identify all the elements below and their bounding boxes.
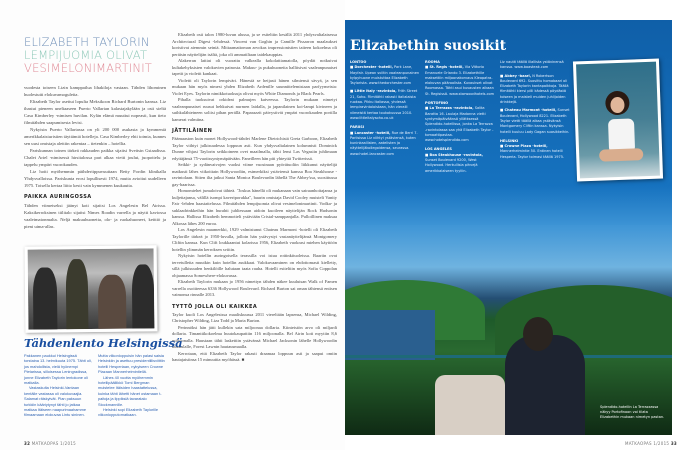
right-page bbox=[345, 0, 690, 450]
page-footer-left bbox=[24, 441, 76, 446]
paragraph: Homomiehet jumaloivat tähteä. "Joskus hänellä oli mukanaan vain sairaanhoitajansa ja kuljettajansa, välillä isompi kaveriporukka", baarin omistaja David Cooley muisteli Vanity Fair -lehden haastattelussa. Filmitähden lempijuomia olivat vesimelonimartinit. Vodka- ja suklaadrinkkeihin hän hurahti juhliessaan aidoin kuoileen näyttelijän Rock Hudsonin kanssa. Hallissa Elizabeth hemmotteli ystäviään Cristal-samppanjalla. Pulloillinen maksaa Alkossa lähes 200 euroa. bbox=[172, 188, 337, 226]
magazine-issue: MATKAOPAS 1/2015 bbox=[31, 441, 77, 446]
paragraph: Päämaaston kuin monet Hollywood-tähdet Marlene Dietrichistä Greta Garboon, Elizabeth Taylor viihtyi julkisuudessa loppuun asti. Kun yhdysvaltalainen kolumnisti Dominick Dunne vihjasi Taylorin seikkoineen ovet maailmalla, tähti lensi Las Vegasiin juhlimaan edyttäjänsä 75-vuotissyntymäpäivään. Faneilleen hän piti yhteyttä Twitterissä. bbox=[172, 136, 337, 161]
favorite-entry bbox=[350, 65, 420, 86]
venue-description: Via Vittorio Emanuele Orlando 3. Elizabethille maksettiin miljoonakorvaus Kleopatra-elokuvan pääroolista. Kuvaukset olivat Roomassa. Tähti asui kuvausten aikaan St. Regisissä. www.starwoodhotels.com bbox=[425, 65, 495, 96]
venue-name: ■ Little Italy -ravintola, bbox=[350, 89, 397, 94]
magazine-issue: MATKAOPAS 1/2015 bbox=[625, 441, 670, 446]
paragraph: Vastaskulta Helsinki-Vantaan kentälle vastassa oli valokuvaajia. Salamat räiskyivät. Plan paksuun turkkiin kääriytynyt tähti jo jatkaa matkaa Itäiseen naapurimaahamme filmaamaan elokuvaa Lintu sininen. bbox=[24, 385, 87, 418]
paragraph: Pariskunnan toinen tärkeä rakkauden paikka sijaitsi Sveitsin Gstaadissa. Chalet Ariel -nimisessä hirsitalossa pari alkaa vietti joulut, juopottelu ja tappelu ympäri vuorokauden. bbox=[24, 148, 166, 167]
paragraph: Liz hoiti myöhemmin päihderiippuvuuttaan Betty Fordin klinikalla Yhdysvalloissa. Pariskunta erosi lopullisesti 1974, mutta avioitui uudelleen 1975. Toisella kertaa liitto kesti vain kymmenen kuukautta. bbox=[24, 169, 166, 188]
venue-description: Sunset Boulevard 9200, West Hollywood. Herkullisia pihvejä amerikkalaiseen tyyliin. bbox=[425, 158, 478, 173]
venue-name: ■ Dorchester -hotelli, bbox=[350, 65, 393, 70]
paragraph: Nykyisin hotellin auringoisella terassilla voi istua rottinkituoleissa. Baariin ovat tervetulleita muutkin kuin hotellin asukkaat. Valokuvaaminen on ehdottomasti kielletty, sillä julkisuuden henkilöille halutaan taata rauha. Hotelli esiteltiin myös Sofia Coppolan ohjaamassa Somewhere-elokuvassa. bbox=[172, 253, 337, 278]
title-line: VESIMELONIMARTINIT bbox=[24, 61, 153, 75]
favorites-box bbox=[345, 20, 672, 435]
paragraph: Elizabeth Taylor asettui lopulta Meksikoon Richard Burtonin kanssa. Liz ihastui pieneen uneliaaseen Puerto Vallartan kalastajakylään ja osti sieltä Casa Kimberley -nimisen huvilan. Kylän elämä muuttui nopeasti, kun tieto filmitähden saapumisesta levisi. bbox=[24, 99, 166, 125]
venue-description: Frith Street 21, Soho. Filmitähti rakasti italialaista ruokaa. Pikku Italiassa, yhdessä lempiravintoloistaan, hän vieraili viimeistä kertaa toukokuussa 2010. www.littleitalysoho.co.uk bbox=[350, 89, 418, 120]
favorite-entry bbox=[500, 60, 570, 71]
helsinki-column-1 bbox=[24, 353, 92, 418]
favorites-column-1 bbox=[350, 60, 420, 160]
favorite-entry bbox=[425, 153, 495, 174]
paragraph: Helsinki sopi Elizabeth Taylorille viikonlopputomatkaan. bbox=[98, 407, 159, 418]
paragraph: Tähden viimeiseksi jäänyt koti sijaitsi Los Angelesin Bel Airissa. Kaksikerroksinen tiilitalo sijaitsi Nimes Roadin varrella ja näytti kaviossa vaaleimatonmalta. Neljä makuuhuonetta, olo- ja ruokahuoneet, keittiö ja pieni uima-allas. bbox=[24, 203, 166, 229]
page-number: 33 bbox=[670, 441, 678, 446]
venue-name: ■ Abbey -baari, bbox=[500, 73, 532, 78]
venue-description: Liz nautti täällä illallista ystävinensä kanssa. www.boasteak.com bbox=[500, 60, 564, 70]
helsinki-airport-photo bbox=[25, 245, 158, 332]
venue-name: ■ Boa Steakhouse -ravintola, bbox=[425, 152, 483, 157]
venue-description: Mannerheimintie 50. Entinen hotelli Hesperia. Taylor toimasi täällä 1975. bbox=[500, 149, 565, 159]
favorite-entry bbox=[500, 74, 570, 106]
page-footer-right bbox=[625, 441, 677, 446]
favorite-entry bbox=[425, 106, 495, 143]
paragraph: Alakerran lattiat oli vuorattu valkealla kokolattiamatolla, pöydät notkuivat kultakehyksisten valokuvien painosta. Makuu- ja pukuhuoneita hallitsivat vaaleanpunaiset tapetit ja violetit kankaat. bbox=[172, 58, 337, 76]
helsinki-box-title: Tähdenlento Helsingissä bbox=[24, 336, 183, 350]
portofino-terrace-photo bbox=[345, 225, 672, 435]
photo-caption: Splendido-hotellin La Terrazzassa näkyy Portofinoon voi tilata Elizabethin mukaan nimetyn pastan. bbox=[600, 405, 665, 419]
title-line: ELIZABETH TAYLORIN bbox=[24, 35, 150, 49]
favorite-entry bbox=[425, 65, 495, 97]
paragraph: Pakkanen paukkui Helsingissä torstaina 13. helmikuuta 1975. Tähti oli, jos mahdollista, vielä hyönempi Pietarissa, silloisessa Leningradissa, jonne Elizabeth Taylorin lentokone oli matkalla. bbox=[24, 353, 92, 386]
paragraph: Seikki- ja sydänvaivojen vuoksi viime vuosinaan pyörätuoliin liikkunut näyttelijä matkusti lähes viikoittain Hollywoodiin, esimerkiksi ystäviensä kanssa Boa Steakhouse -ravintolaan. Sitten ilta jatkui Santa Monica Boulevardin lähellä The Abbey'ssa, suosittussa gay-baarissa. bbox=[172, 162, 337, 187]
venue-description: Park Lane, Mayfair. Upean sviitin vaaleanpunainen kylpyhuone muistuttaa Elizabeth Taylorista. www.thedorchester.com bbox=[350, 65, 420, 86]
paragraph: Mutta viikonloppuisin hän palasi saisia Helsinkiin ja asettuu presidentillisviittiin hotelli Hesperiaan, nykyiseen Crowne Plazaan Mannerheimintiellä. bbox=[98, 353, 165, 375]
venue-description: Sunset Boulevard, Hollywood 8221. Elizabeth Taylor vietti täällä aikaa ystävänsä Montgomery Cliftin kanssa. Nykyisin hotelli kuuluu Lady Gagan suosikkeihin. bbox=[500, 108, 570, 134]
left-column-1 bbox=[24, 84, 166, 230]
city-heading: ROOMA bbox=[425, 60, 440, 64]
favorites-column-3 bbox=[500, 60, 570, 163]
taylor-beach-photo bbox=[573, 59, 663, 182]
favorite-entry bbox=[350, 131, 420, 157]
paragraph: Los Angelesin maamerkki, 1929 valmistunut Chateau Marmont -hotelli oli Elizabeth Taylorille tärkeä jo 1950-luvulla, jolloin hän ystävystyi vastanäyttelijänsä Montgomery Cliftin kanssa. Kun Clift loukkaantui kolarissa 1956, Elizabeth vuokrasi miehen käyttöön hotellin ylimmän kerroksen sviitin. bbox=[172, 227, 337, 252]
title-line: LEMPIJUOMIA OLIVAT bbox=[24, 48, 148, 62]
venue-name: ■ Crowne Plaza -hotelli, bbox=[500, 144, 548, 149]
venue-name: ■ Lancaster -hotelli, bbox=[350, 130, 391, 135]
venue-name: ■ La Terrazza -ravintola, bbox=[425, 106, 474, 111]
venue-description: Salita Baratta 16. Laulaja Madonna vietti syntymäpäiväänsä yllätksessä Splendido-hotellissa, jonka La Terrazza -ravintolassa saa yhä Elizabeth Taylor -tomaattipastaa. www.hotelsplendido.com bbox=[425, 106, 494, 143]
helsinki-column-2 bbox=[98, 353, 166, 418]
favorites-column-2 bbox=[425, 60, 495, 177]
section-heading: TYTTÖ JOLLA OLI KAIKKEA bbox=[172, 303, 258, 310]
favorites-title: Elizabethin suosikit bbox=[350, 38, 507, 54]
paragraph: Taylor kuoli Los Angelesissa maaliskuussa 2011 viereltään lapsensa, Michael Wilding, Christopher Wilding, Liza Todd ja Maria Burton. bbox=[172, 311, 337, 323]
city-heading: HELSINKI bbox=[500, 138, 519, 143]
section-heading: JÄTTILÄINEN bbox=[172, 128, 213, 134]
city-heading: PARIISI bbox=[350, 125, 365, 130]
favorite-entry bbox=[350, 89, 420, 121]
paragraph: Lähes 40 vuotta myöhemmin hotellipäällikkö Tomi Bergman muistelee Itäisiden haastattelussa, kuinka tähti lähetti hänet ostamaan t-paitoja ja lippiksiä tavaratalo Stockmannille. bbox=[98, 374, 162, 407]
paragraph: Nykyisin Puerto Vallartassa on yli 200 000 asukasta ja kymmeniä amerikkalaisturistien täyttämiä hotelleja. Casa Kimberley ehti toimia, kunnes sen uusi omistaja alettiin rakentaa – tietenkin – hotellia. bbox=[24, 127, 166, 146]
paragraph: Kerrotaan, että Elizabeth Taylor rakasti draamaa loppuun asti ja saapui omiin hautajaisiinsa 15 minuuttia myöhässä. ■ bbox=[172, 350, 337, 362]
left-column-2 bbox=[172, 32, 337, 364]
city-heading: LOS ANGELES bbox=[425, 147, 452, 152]
paragraph: Violetti oli Taylorin lempiväri. Hänestä se heijasti hänen silmiensä sävyä, ja sen mukaan hän myös nimesi yhden Elizabeth Ardenille suunnittelemistaan parfyymeista: Violet Eyes. Taylorin nimikkotuoksuja olivat myös White Diamonds ja Black Pearls. bbox=[172, 77, 337, 96]
venue-description: N Robertson Boulevard 692. Suosittu homobaari oli Elizabeth Taylorin kantapaikkoja. Täällä filmitähti kiersi pilli kädessä pöydästä toiseen ja maisteli muiden juhlijoiden drinkkejä. bbox=[500, 73, 569, 105]
paragraph: vuodesta toiseen Lizin kamppailua lihakiloja vastaan. Tähden lihominen huolestutti elokuvamoguleita. bbox=[24, 85, 166, 97]
city-heading: PORTOFINO bbox=[425, 101, 449, 106]
venue-description: Rue de Berri 7. Pariisissa Liz viihtyi ystäviensä, kuten kuninkaallisten, aatelisten ja näyttelijäkollegoidensa, seurassa. www.hotel-lancaster.com bbox=[350, 130, 418, 156]
page-number: 32 bbox=[24, 441, 31, 446]
paragraph: Perinnöksi hän jätti kullekin sata miljoonaa dollaria. Kiinteistön arvo oli miljardi dollaria. Timanttikokoelma huutokaupattiin 116 miljoonalla. Bel Airin koti myytiin 8,6 miljoonalla. Haustaan tähti laskettiin ystävänsä Michael Jacksonin lähelle Hollywoodin kukkulalle, Forest Lawnin hautausmaalla. bbox=[172, 324, 337, 349]
venue-name: ■ St. Regis -hotelli, bbox=[425, 65, 464, 70]
paragraph: Elizabeth Taylorin mukaan jo 1956 nimettyn tähden näkee kuuluisan Walk of Famen varrella osoitteessa 6336 Hollywood Boulevard. Richard Burton sai oman tähtensä entisen vaimonsa rinnalle 2013. bbox=[172, 279, 337, 297]
favorite-entry bbox=[500, 108, 570, 134]
section-heading: PAIKKA AURINGOSSA bbox=[24, 194, 92, 200]
city-heading: LONTOO bbox=[350, 60, 367, 64]
favorite-entry bbox=[500, 144, 570, 160]
article-title bbox=[24, 36, 152, 75]
venue-name: ■ Chateau Marmont -hotelli, bbox=[500, 108, 557, 113]
paragraph: Pihalla tuoksuivat orkideat palmujen katveessa. Taylorin mukaan nimetyt vaaleanpunaiset ruusut hehkuivat nurmen laidalla, ja japanilainen koi-lampi kivineen ja suihkulähteineen soliisi pihan perällä. Paparazzit päivystivät ympäri vuorokauden portilla kamerat valmiina. bbox=[172, 97, 337, 122]
paragraph: Elizabeth osti talon 1980-luvun alussa, ja se esiteltiin kesällä 2011 yhdysvaltalaisessa Architectural Digest -lehdessä. Vincent van Goghin ja Camille Pissarron maalaukset koristivat aiemmin seiniä. Mittaamattoman arvokas impressionistien taiteen kokoelma oli peräisin näyttelijän isältä, joka oli ammatiltaan taidekauppias. bbox=[172, 32, 337, 57]
